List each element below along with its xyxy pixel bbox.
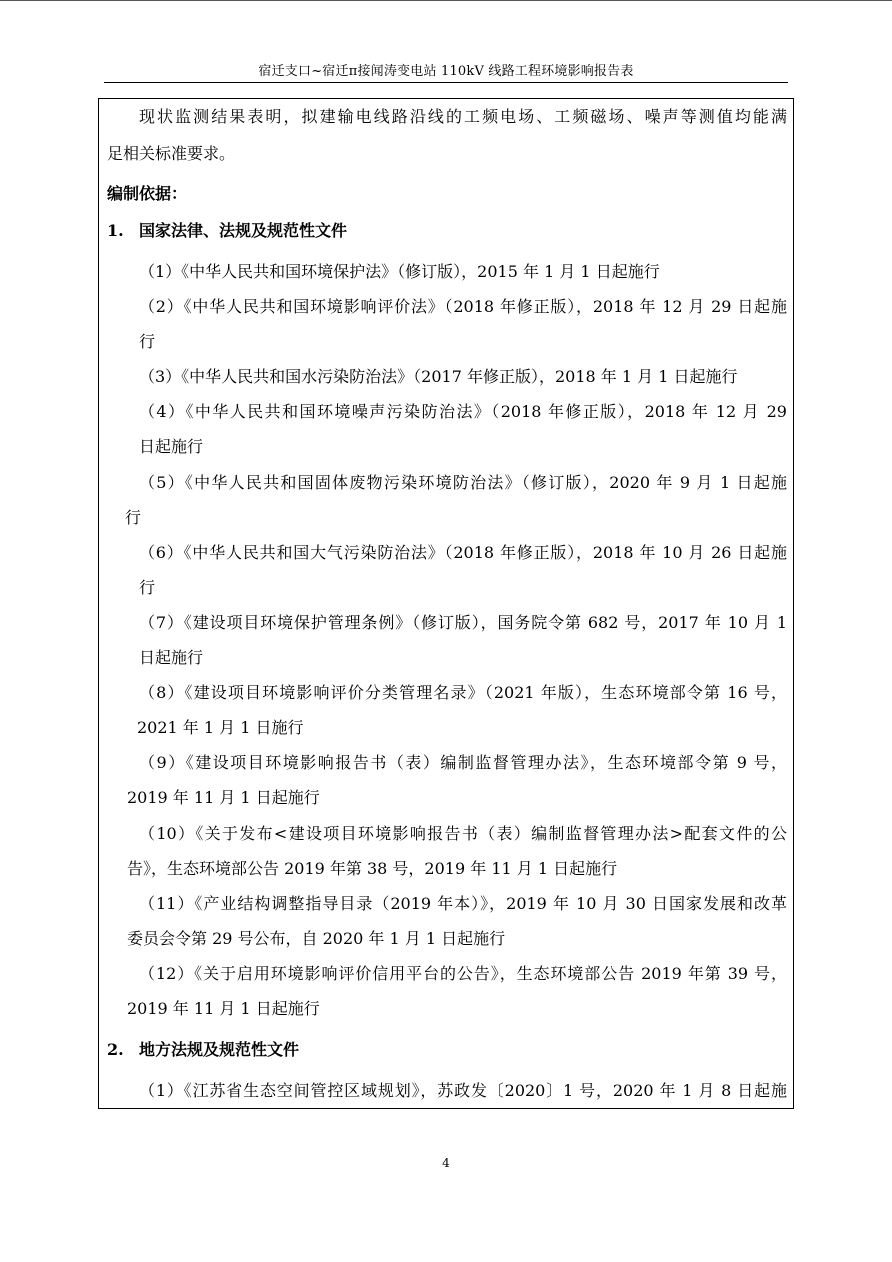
intro-line-2: 足相关标准要求。: [107, 144, 236, 163]
law-item-10-line-1: （10）《关于发布<建设项目环境影响报告书（表）编制监督管理办法>配套文件的公: [139, 824, 787, 843]
content-table-cell: [98, 98, 794, 1109]
running-header-title: 宿迁支口~宿迁π接闻涛变电站 110kV 线路工程环境影响报告表: [258, 64, 634, 79]
law-item-10-line-2: 告》，生态环境部公告 2019 年第 38 号，2019 年 11 月 1 日起施行: [127, 859, 618, 878]
law-item-11-line-1: （11）《产业结构调整指导目录（2019 年本）》，2019 年 10 月 30 日国家发展和改革: [139, 894, 787, 913]
page-number: 4: [442, 1156, 450, 1170]
law-item-8-line-1: （8）《建设项目环境影响评价分类管理名录》（2021 年版），生态环境部令第 16 号，: [139, 683, 787, 702]
law-item-5-line-1: （5）《中华人民共和国固体废物污染环境防治法》（修订版），2020 年 9 月 1 日起施: [139, 473, 787, 492]
law-item-1-line-1: （1）《中华人民共和国环境保护法》（修订版），2015 年 1 月 1 日起施行: [139, 262, 660, 281]
basis-heading: 编制依据：: [107, 184, 188, 203]
law-item-12-line-1: （12）《关于启用环境影响评价信用平台的公告》，生态环境部公告 2019 年第 39 号，: [139, 964, 787, 983]
intro-line-1: 现状监测结果表明，拟建输电线路沿线的工频电场、工频磁场、噪声等测值均能满: [139, 107, 787, 126]
section-2-title: 地方法规及规范性文件: [139, 1040, 300, 1059]
law-item-8-line-2: 2021 年 1 月 1 日施行: [137, 718, 304, 737]
page-top-edge: [0, 0, 892, 1]
law-item-6-line-2: 行: [139, 578, 156, 597]
law-item-7-line-2: 日起施行: [139, 648, 204, 667]
law-item-7-line-1: （7）《建设项目环境保护管理条例》（修订版），国务院令第 682 号，2017 年 10 月 1: [139, 613, 787, 632]
section-1-number: 1.: [107, 221, 124, 240]
header-rule: [104, 82, 788, 83]
law-item-9-line-2: 2019 年 11 月 1 日起施行: [127, 788, 320, 807]
local-item-1-line-1: （1）《江苏省生态空间管控区域规划》，苏政发〔2020〕1 号，2020 年 1 月 8 日起施: [139, 1081, 787, 1100]
law-item-12-line-2: 2019 年 11 月 1 日起施行: [127, 999, 320, 1018]
law-item-2-line-1: （2）《中华人民共和国环境影响评价法》（2018 年修正版），2018 年 12 月 29 日起施: [139, 297, 787, 316]
section-1-title: 国家法律、法规及规范性文件: [139, 221, 348, 240]
law-item-6-line-1: （6）《中华人民共和国大气污染防治法》（2018 年修正版），2018 年 10 月 26 日起施: [139, 543, 787, 562]
law-item-4-line-1: （4）《中华人民共和国环境噪声污染防治法》（2018 年修正版），2018 年 12 月 29: [139, 402, 787, 421]
section-2-number: 2.: [107, 1040, 124, 1059]
law-item-4-line-2: 日起施行: [139, 437, 204, 456]
law-item-5-line-2: 行: [125, 508, 142, 527]
law-item-3-line-1: （3）《中华人民共和国水污染防治法》（2017 年修正版），2018 年 1 月 1 日起施行: [139, 367, 738, 386]
law-item-11-line-2: 委员会令第 29 号公布，自 2020 年 1 月 1 日起施行: [127, 929, 506, 948]
law-item-2-line-2: 行: [139, 332, 156, 351]
law-item-9-line-1: （9）《建设项目环境影响报告书（表）编制监督管理办法》，生态环境部令第 9 号，: [139, 753, 787, 772]
